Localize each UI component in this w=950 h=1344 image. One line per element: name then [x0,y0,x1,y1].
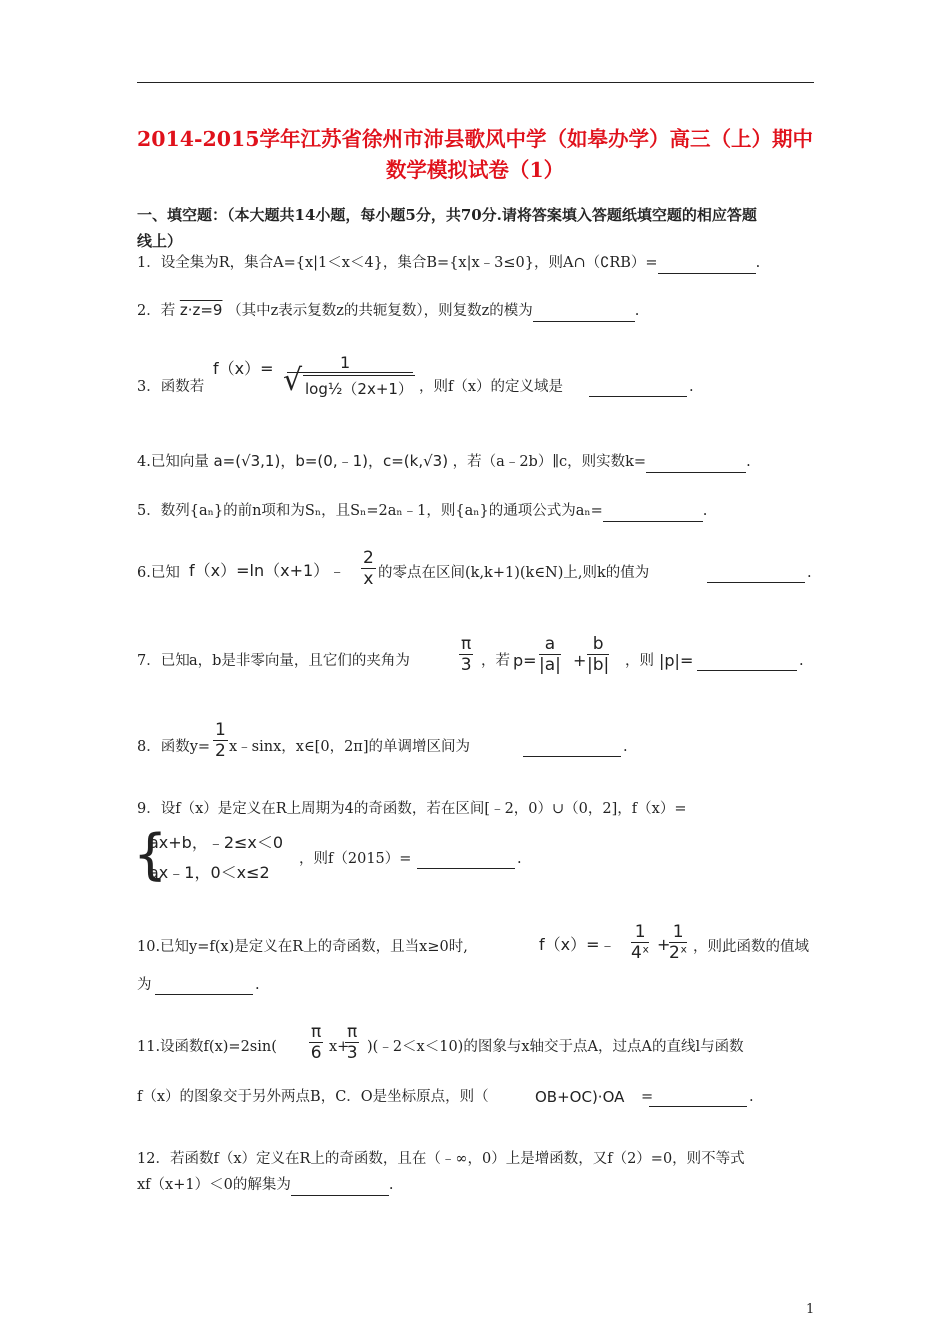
answer-blank-5[interactable] [603,505,703,522]
question-11 [137,1022,822,1112]
question-2 [137,299,822,322]
q7-angle-fraction [459,634,473,675]
q10-period: . [255,977,260,993]
q3-text-b: ，则f（x）的定义域是 [419,379,564,395]
q12-text-b: xf（x+1）＜0的解集为 [137,1177,291,1193]
q5-period: . [702,503,708,519]
q4-vectors: a=(√3,1)，b=(0,﹣1)，c=(k,√3) [213,452,449,470]
answer-blank-4[interactable] [646,456,746,473]
q11-text-e: = [641,1089,654,1105]
q7-angle-numerator: π [461,634,472,654]
q9-period: . [517,851,522,867]
answer-blank-12[interactable] [291,1179,389,1196]
q7-text-b: a，b是非零向量，且它们的夹角为 [189,653,410,669]
q10-text-c: 为 [137,977,152,993]
q9-case-1: ax+b，﹣2≤x＜0 [149,833,284,852]
answer-blank-10[interactable] [155,978,253,995]
question-1 [137,252,822,274]
q8-numerator: 1 [215,720,226,740]
q6-denominator: x [363,569,374,589]
q10-plus: + [657,935,671,954]
q4-text-b: ，若（a﹣2b）∥c，则实数k= [452,454,647,470]
q4-text-a: 4.已知向量 [137,454,209,470]
q11-text-b: x+ [329,1039,350,1055]
q6-formula: f（x）=ln（x+1）﹣ [189,561,346,580]
q2-formula: z·z=9 [179,301,223,319]
answer-blank-3[interactable] [589,380,687,397]
q11-period: . [749,1089,754,1105]
q8-text-b: x﹣sinx，x∈[0，2π]的单调增区间为 [229,739,470,755]
q8-period: . [623,739,628,755]
answer-blank-1[interactable] [658,257,756,274]
q1-text: 1．设全集为R，集合A={x|1＜x＜4}，集合B={x|x﹣3≤0}，则A∩（∁RB）= [137,255,658,271]
q2-text-b: （其中z表示复数z的共轭复数），则复数z的模为 [227,303,533,319]
q11-text-c: )(﹣2＜x＜10)的图象与x轴交于点A，过点A的直线l与函数 [367,1039,744,1055]
q3-text-a: 3．函数若 [137,379,205,395]
q6-numerator: 2 [363,548,374,568]
q11-vector-expr: OB+OC)·OA [535,1088,625,1106]
q6-fraction [361,548,376,589]
q10-text-a: 10.已知y=f(x)是定义在R上的奇函数，且当x≥0时, [137,939,468,955]
q8-fraction [213,720,228,761]
section-heading-cont: 线上） [137,232,183,250]
q3-numerator: 1 [340,353,351,372]
answer-blank-7[interactable] [697,654,797,671]
question-9-piecewise [133,823,822,888]
q7-fraction-b [587,634,609,675]
q1-period: . [755,255,761,271]
q3-denominator: log½（2x+1） [305,380,413,398]
q11-fraction-1 [309,1022,323,1063]
q11-frac2-den: 3 [346,1043,358,1063]
q10-fraction-1 [631,922,649,963]
question-10 [137,922,822,1002]
section-heading: 一、填空题：（本大题共14小题，每小题5分，共70分.请将答案填入答题纸填空题的相应答题 [137,206,757,224]
question-12-cont [137,1174,822,1196]
q7-fraction-a [539,634,561,675]
page-number: 1 [806,1302,815,1317]
q11-text-a: 11.设函数f(x)=2sin( [137,1039,277,1055]
q12-text-a: 12．若函数f（x）定义在R上的奇函数，且在（﹣∞，0）上是增函数，又f（2）=0，则不等式 [137,1151,745,1167]
q6-text-a: 6.已知 [137,565,180,581]
left-brace-icon: { [133,823,168,886]
page-title-line1: 2014-2015学年江苏省徐州市沛县歌风中学（如皋办学）高三（上）期中 [136,127,814,151]
question-4 [137,450,822,473]
q6-text-b: 的零点在区间(k,k+1)(k∈N)上,则k的值为 [378,565,650,581]
q4-period: . [746,454,751,470]
q9-text-b: ，则f（2015）= [299,851,412,867]
q11-frac1-den: 6 [310,1043,322,1063]
sqrt-icon: √ [283,363,303,398]
q7-text-c: ，若 [481,653,510,669]
q7-frac-a-den: |a| [539,655,561,675]
question-6 [137,548,822,598]
question-7 [137,632,822,688]
q7-plus: + [573,651,587,670]
q10-formula: f（x）=﹣ [539,935,616,954]
q7-angle-denominator: 3 [460,655,472,675]
q12-period: . [388,1177,394,1193]
q9-text-a: 9．设f（x）是定义在R上周期为4的奇函数，若在区间[﹣2，0）∪（0，2]，f（x）= [137,801,687,817]
q7-frac-a-num: a [539,634,561,655]
q2-text-a: 2．若 [137,303,176,319]
q3-fraction-bar [287,372,413,373]
page-title-line2: 数学模拟试卷（1） [385,158,565,182]
q3-sqrt-overline [303,375,415,376]
q10-frac1-den: 4ˣ [631,943,650,963]
q10-frac2-num: 1 [669,922,687,943]
q7-text-e: ，则 [625,653,654,669]
q5-text: 5．数列{aₙ}的前n项和为Sₙ，且Sₙ=2aₙ﹣1，则{aₙ}的通项公式为aₙ= [137,503,603,519]
q7-p-eq: p= [513,651,537,670]
q11-text-d: f（x）的图象交于另外两点B，C．O是坐标原点，则（ [137,1089,489,1105]
q6-period: . [807,565,812,581]
answer-blank-6[interactable] [707,566,805,583]
q7-frac-b-num: b [587,634,609,655]
q3-period: . [689,379,694,395]
question-5 [137,500,822,522]
answer-blank-2[interactable] [533,305,635,322]
q8-text-a: 8．函数y= [137,739,211,755]
q11-frac1-num: π [311,1022,322,1042]
q10-frac2-den: 2ˣ [669,943,688,963]
q7-abs-p: |p|= [659,651,694,670]
q11-frac2-num: π [347,1022,358,1042]
q7-frac-b-den: |b| [587,655,610,675]
q2-period: . [634,303,640,319]
q10-frac1-num: 1 [631,922,649,943]
answer-blank-11[interactable] [649,1090,747,1107]
header-rule [137,82,814,83]
q7-period: . [799,653,804,669]
question-8 [137,720,822,770]
q8-denominator: 2 [215,741,226,761]
q3-formula-lhs: f（x）= [213,359,274,378]
q10-text-b: ，则此函数的值域 [693,939,809,955]
q7-text-a: 7．已知 [137,653,190,669]
q9-case-2: ax﹣1，0＜x≤2 [149,863,270,882]
q10-fraction-2 [669,922,687,963]
question-12 [137,1148,822,1170]
question-9 [137,798,822,820]
question-3 [137,352,822,422]
answer-blank-8[interactable] [523,740,621,757]
q11-fraction-2 [345,1022,359,1063]
answer-blank-9[interactable] [417,852,515,869]
